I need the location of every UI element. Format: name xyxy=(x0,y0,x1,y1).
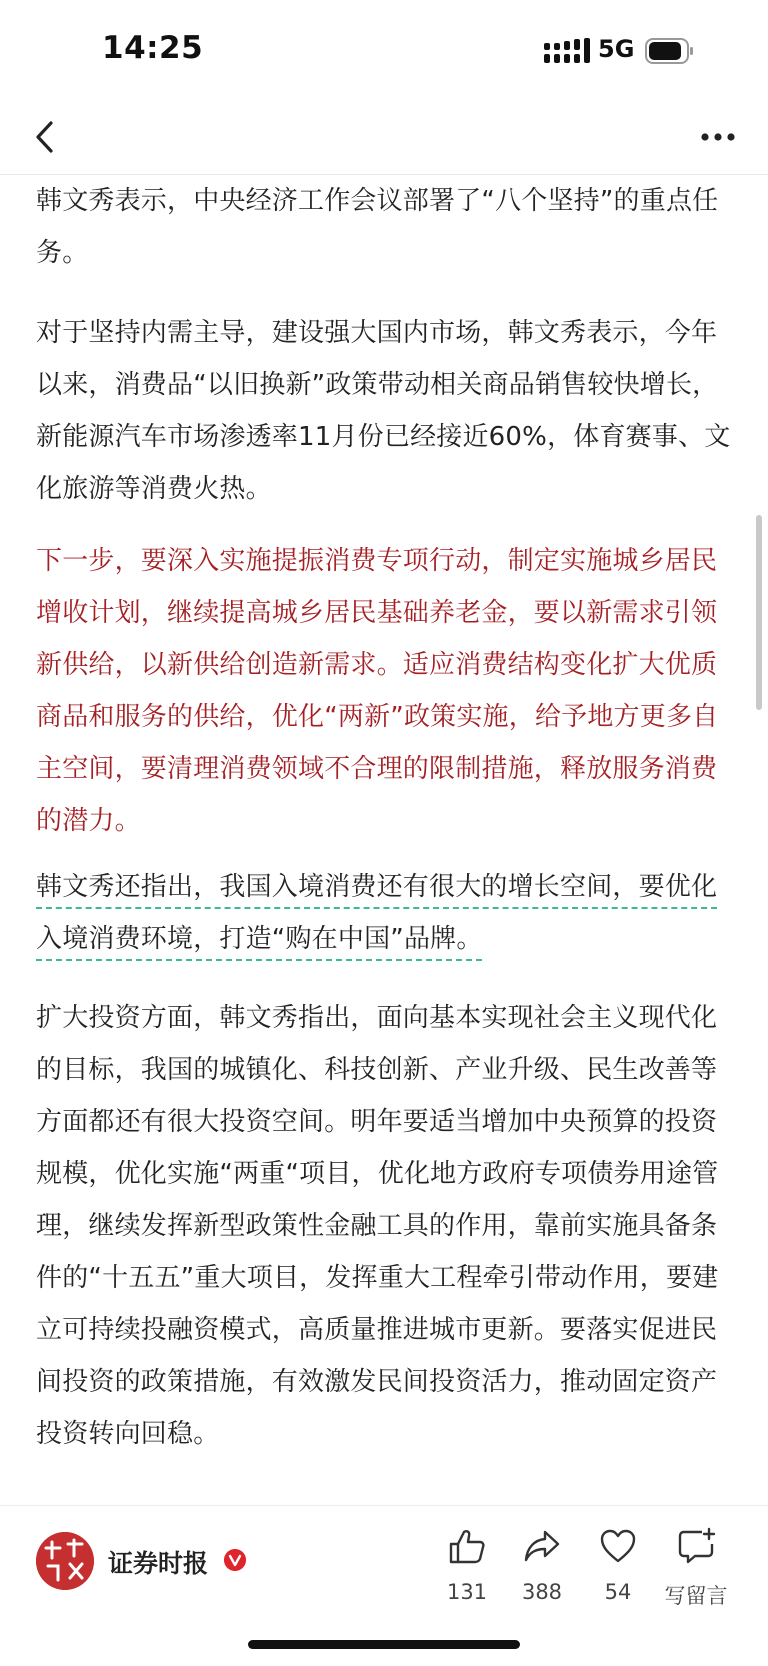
write-comment-label: 写留言 xyxy=(664,1584,728,1608)
thumbs-up-icon xyxy=(447,1526,487,1566)
back-button[interactable] xyxy=(22,114,68,160)
underlined-text[interactable]: 韩文秀还指出，我国入境消费还有很大的增长空间，要优化入境消费环境，打造“购在中国”品牌。 xyxy=(36,872,718,954)
source-avatar[interactable] xyxy=(36,1532,94,1590)
source-name[interactable]: 证券时报 xyxy=(108,1549,209,1578)
like-count: 131 xyxy=(446,1580,488,1604)
nav-bar xyxy=(0,100,768,175)
status-bar xyxy=(0,0,768,100)
article-body xyxy=(0,175,768,1505)
article-paragraph: 韩文秀表示，中央经济工作会议部署了“八个坚持”的重点任务。 xyxy=(36,186,719,268)
favorite-count: 54 xyxy=(604,1580,632,1604)
article-paragraph: 扩大投资方面，韩文秀指出，面向基本实现社会主义现代化的目标，我国的城镇化、科技创新、产业升级、民生改善等方面都还有很大投资空间。明年要适当增加中央预算的投资规模，优化实施“两重“项目，优化地方政府专项债券用途管理，继续发挥新型政策性金融工具的作用，靠前实施具备条件的“十五五”重大项目，发挥重大工程牵引带动作用，要建立可持续投融资模式，高质量推进城市更新。要落实促进民间投资的政策措施，有效激发民间投资活力，推动固定资产投资转向回稳。 xyxy=(36,1003,719,1449)
article-paragraph: 对于坚持内需主导，建设强大国内市场，韩文秀表示，今年以来，消费品“以旧换新”政策带动相关商品销售较快增长，新能源汽车市场渗透率11月份已经接近60%，体育赛事、文化旅游等消费火热。 xyxy=(36,318,731,504)
favorite-button[interactable] xyxy=(578,1526,658,1622)
write-comment-button[interactable] xyxy=(656,1526,736,1622)
heart-icon xyxy=(598,1526,638,1566)
chevron-left-icon xyxy=(33,119,57,155)
more-button[interactable] xyxy=(692,114,744,160)
publisher-logo-icon xyxy=(36,1532,94,1590)
status-time: 14:25 xyxy=(102,30,204,66)
verified-badge-icon xyxy=(224,1549,246,1571)
article-paragraph-underlined[interactable] xyxy=(36,861,736,965)
network-type: 5G xyxy=(598,35,635,63)
scrollbar[interactable] xyxy=(756,515,762,710)
comment-add-icon xyxy=(676,1526,716,1566)
home-indicator[interactable] xyxy=(248,1640,520,1649)
cellular-signal-icon xyxy=(544,38,590,64)
battery-icon xyxy=(645,38,695,64)
more-horizontal-icon xyxy=(700,132,736,142)
like-button[interactable] xyxy=(427,1526,507,1622)
article-paragraph-highlighted: 下一步，要深入实施提振消费专项行动，制定实施城乡居民增收计划，继续提高城乡居民基础养老金，要以新需求引领新供给，以新供给创造新需求。适应消费结构变化扩大优质商品和服务的供给，优化“两新”政策实施，给予地方更多自主空间，要清理消费领域不合理的限制措施，释放服务消费的潜力。 xyxy=(36,546,719,836)
share-button[interactable] xyxy=(502,1526,582,1622)
share-count: 388 xyxy=(521,1580,563,1604)
share-arrow-icon xyxy=(522,1526,562,1566)
